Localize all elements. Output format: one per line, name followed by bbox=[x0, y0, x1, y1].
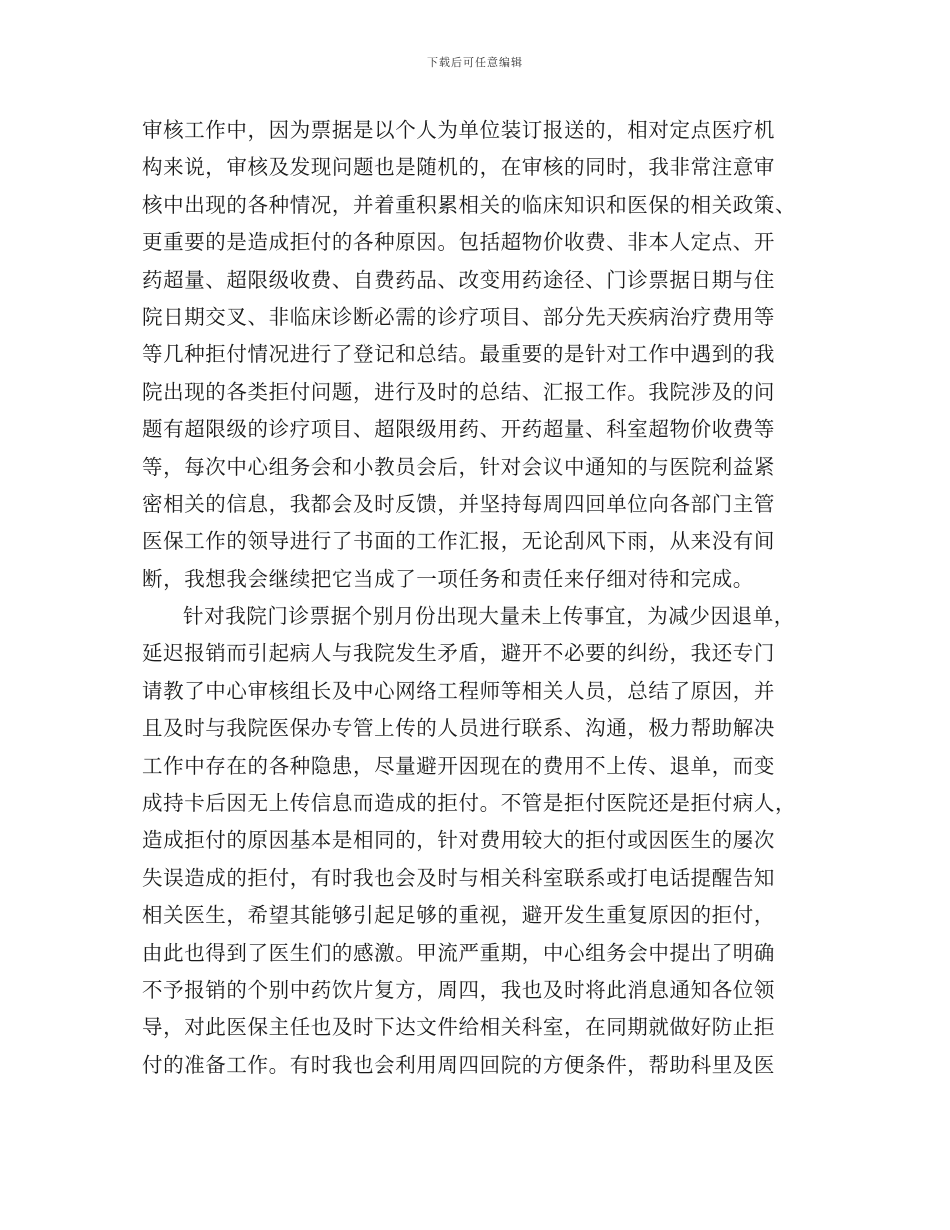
text-line: 题有超限级的诊疗项目、超限级用药、开药超量、科室超物价收费等 bbox=[142, 417, 775, 442]
text-line: 相关医生，希望其能够引起足够的重视，避开发生重复原因的拒付， bbox=[142, 903, 775, 928]
text-line: 由此也得到了医生们的感激。甲流严重期，中心组务会中提出了明确 bbox=[142, 940, 775, 965]
text-line: 等，每次中心组务会和小教员会后，针对会议中通知的与医院利益紧 bbox=[142, 454, 775, 479]
text-line: 院日期交叉、非临床诊断必需的诊疗项目、部分先天疾病治疗费用等 bbox=[142, 304, 775, 329]
text-line: 延迟报销而引起病人与我院发生矛盾，避开不必要的纠纷，我还专门 bbox=[142, 641, 775, 666]
document-body bbox=[142, 112, 812, 1084]
text-line: 且及时与我院医保办专管上传的人员进行联系、沟通，极力帮助解决 bbox=[142, 716, 775, 741]
text-line: 密相关的信息，我都会及时反馈，并坚持每周四回单位向各部门主管 bbox=[142, 491, 775, 516]
text-line: 药超量、超限级收费、自费药品、改变用药途径、门诊票据日期与住 bbox=[142, 267, 775, 292]
text-line: 核中出现的各种情况，并着重积累相关的临床知识和医保的相关政策、 bbox=[142, 192, 797, 217]
text-line: 构来说，审核及发现问题也是随机的，在审核的同时，我非常注意审 bbox=[142, 155, 775, 180]
text-line: 造成拒付的原因基本是相同的，针对费用较大的拒付或因医生的屡次 bbox=[142, 828, 775, 853]
text-line: 付的准备工作。有时我也会利用周四回院的方便条件，帮助科里及医 bbox=[142, 1052, 775, 1077]
text-line: 成持卡后因无上传信息而造成的拒付。不管是拒付医院还是拒付病人， bbox=[142, 791, 797, 816]
text-line: 更重要的是造成拒付的各种原因。包括超物价收费、非本人定点、开 bbox=[142, 230, 775, 255]
page-header: 下载后可任意编辑 bbox=[427, 56, 523, 69]
text-line: 导，对此医保主任也及时下达文件给相关科室，在同期就做好防止拒 bbox=[142, 1015, 775, 1040]
text-line: 等几种拒付情况进行了登记和总结。最重要的是针对工作中遇到的我 bbox=[142, 342, 775, 367]
text-line: 工作中存在的各种隐患，尽量避开因现在的费用不上传、退单，而变 bbox=[142, 753, 775, 778]
text-line: 不予报销的个别中药饮片复方，周四，我也及时将此消息通知各位领 bbox=[142, 977, 775, 1002]
paragraph-first-line: 针对我院门诊票据个别月份出现大量未上传事宜，为减少因退单， bbox=[183, 604, 795, 629]
text-line: 断，我想我会继续把它当成了一项任务和责任来仔细对待和完成。 bbox=[142, 566, 754, 591]
text-line: 失误造成的拒付，有时我也会及时与相关科室联系或打电话提醒告知 bbox=[142, 865, 775, 890]
text-line: 院出现的各类拒付问题，进行及时的总结、汇报工作。我院涉及的问 bbox=[142, 379, 775, 404]
text-line: 医保工作的领导进行了书面的工作汇报，无论刮风下雨，从来没有间 bbox=[142, 529, 775, 554]
text-line: 审核工作中，因为票据是以个人为单位装订报送的，相对定点医疗机 bbox=[142, 118, 775, 142]
text-line: 请教了中心审核组长及中心网络工程师等相关人员，总结了原因，并 bbox=[142, 678, 775, 703]
